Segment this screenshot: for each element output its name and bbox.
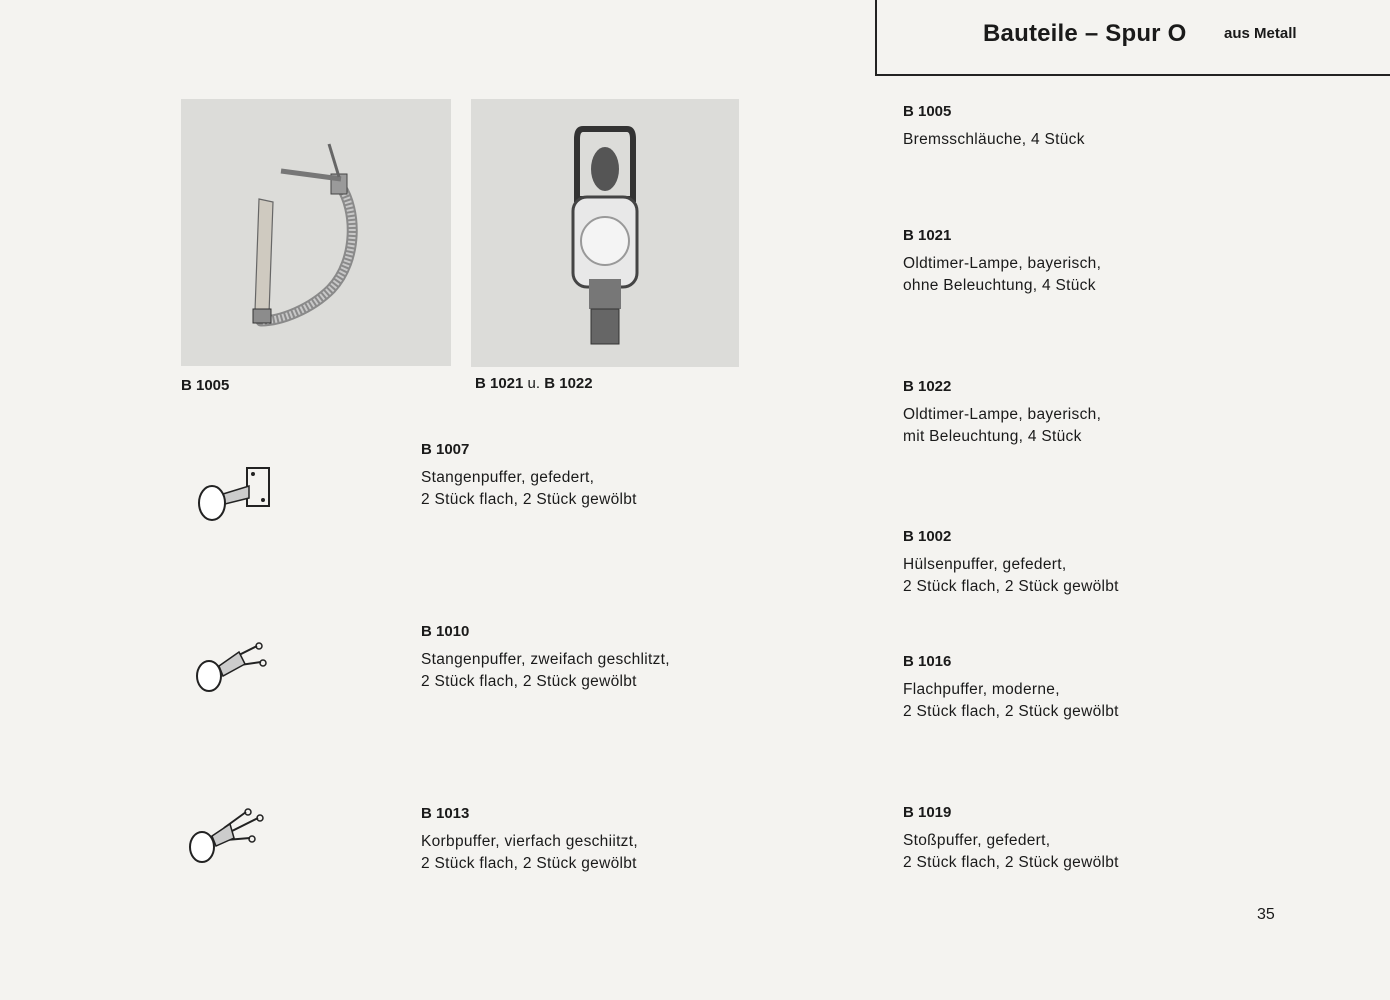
item-line2: 2 Stück flach, 2 Stück gewölbt	[421, 855, 637, 872]
item-line1: Stangenpuffer, zweifach geschlitzt,	[421, 651, 670, 668]
item-line1: Stangenpuffer, gefedert,	[421, 469, 595, 486]
caption-b1021: B 1021	[475, 375, 524, 392]
page-title: Bauteile – Spur O	[983, 20, 1187, 47]
item-b1022	[903, 378, 1101, 448]
item-line1: Stoßpuffer, gefedert,	[903, 832, 1051, 849]
item-code: B 1002	[903, 528, 952, 545]
item-code: B 1010	[421, 623, 470, 640]
item-b1016	[903, 653, 1119, 723]
photo-caption-b1005: B 1005	[181, 377, 230, 394]
item-code: B 1022	[903, 378, 952, 395]
item-code: B 1016	[903, 653, 952, 670]
photo-caption-b1021-b1022	[475, 375, 593, 392]
item-code: B 1007	[421, 441, 470, 458]
item-b1019	[903, 804, 1119, 874]
item-b1010	[421, 623, 670, 693]
item-line1: Bremsschläuche, 4 Stück	[903, 131, 1085, 148]
caption-b1022: B 1022	[544, 375, 593, 392]
page-number: 35	[1257, 906, 1275, 923]
item-line2: ohne Beleuchtung, 4 Stück	[903, 277, 1096, 294]
item-b1013	[421, 805, 638, 875]
lamp-illustration	[471, 99, 739, 367]
item-line1: Oldtimer-Lampe, bayerisch,	[903, 255, 1102, 272]
photo-brake-hose	[181, 99, 451, 366]
item-line1: Hülsenpuffer, gefedert,	[903, 556, 1067, 573]
brake-hose-illustration	[181, 99, 451, 366]
photo-oldtimer-lamp	[471, 99, 739, 367]
item-line1: Korbpuffer, vierfach geschiitzt,	[421, 833, 638, 850]
item-line1: Flachpuffer, moderne,	[903, 681, 1060, 698]
item-code: B 1021	[903, 227, 952, 244]
caption-join: u.	[527, 375, 541, 392]
item-b1021	[903, 227, 1101, 297]
item-code: B 1019	[903, 804, 952, 821]
item-code: B 1005	[903, 103, 952, 120]
item-line2: 2 Stück flach, 2 Stück gewölbt	[903, 854, 1119, 871]
item-line2: 2 Stück flach, 2 Stück gewölbt	[903, 703, 1119, 720]
item-line2: mit Beleuchtung, 4 Stück	[903, 428, 1082, 445]
buffer-b1013-illustration	[188, 806, 270, 866]
item-line2: 2 Stück flach, 2 Stück gewölbt	[421, 491, 637, 508]
buffer-b1010-illustration	[195, 638, 275, 696]
buffer-b1007-illustration	[195, 464, 275, 524]
item-code: B 1013	[421, 805, 470, 822]
item-line1: Oldtimer-Lampe, bayerisch,	[903, 406, 1102, 423]
item-line2: 2 Stück flach, 2 Stück gewölbt	[421, 673, 637, 690]
item-line2: 2 Stück flach, 2 Stück gewölbt	[903, 578, 1119, 595]
item-b1007	[421, 441, 637, 511]
item-b1002	[903, 528, 1119, 598]
page-subtitle: aus Metall	[1224, 25, 1297, 42]
item-b1005	[903, 103, 1085, 151]
